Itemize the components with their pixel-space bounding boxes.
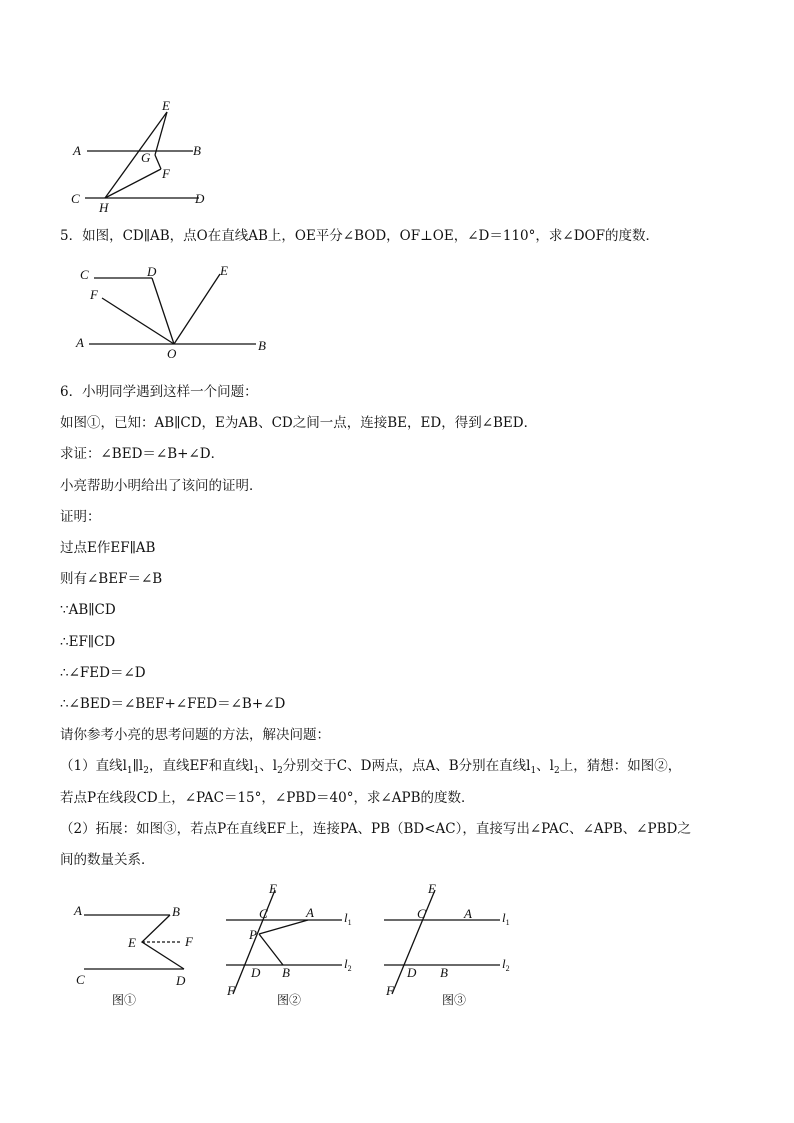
label-F: F bbox=[90, 287, 98, 302]
label-E: E bbox=[269, 882, 277, 896]
label-C: C bbox=[71, 191, 80, 206]
label-A: A bbox=[306, 905, 314, 920]
q6-line-4: 证明： bbox=[60, 509, 101, 525]
q6-part1-line2: 若点P在线段CD上，∠PAC＝15°，∠PBD＝40°，求∠APB的度数． bbox=[60, 790, 475, 806]
label-C: C bbox=[259, 906, 268, 921]
label-O: O bbox=[167, 346, 177, 361]
text: 、l bbox=[536, 758, 554, 774]
label-D: D bbox=[195, 191, 205, 206]
label-E: E bbox=[220, 263, 228, 278]
label-B: B bbox=[258, 338, 266, 353]
label-C: C bbox=[80, 267, 89, 282]
label-B: B bbox=[193, 143, 201, 158]
figure-q4 bbox=[65, 98, 225, 218]
label-F: F bbox=[185, 934, 193, 949]
sub: 1 bbox=[126, 766, 133, 776]
q6-line-5: 过点E作EF∥AB bbox=[60, 540, 156, 556]
figure-2 bbox=[220, 882, 370, 1012]
sub: 1 bbox=[347, 918, 352, 927]
l: l bbox=[344, 956, 348, 971]
q6-part1-line1 bbox=[60, 757, 681, 780]
label-A: A bbox=[74, 903, 82, 918]
label-E: E bbox=[128, 935, 136, 950]
text: 分别交于C、D两点，点A、B分别在直线l bbox=[282, 758, 531, 774]
label-E: E bbox=[162, 98, 170, 113]
figure-1 bbox=[68, 897, 208, 1012]
text: ∥l bbox=[132, 758, 144, 774]
figure-3 bbox=[378, 882, 528, 1012]
caption: 图③ bbox=[442, 993, 467, 1007]
q6-line-9: ∴∠FED＝∠D bbox=[60, 665, 146, 681]
label-D: D bbox=[147, 264, 157, 279]
text: （1）直线l bbox=[60, 758, 127, 774]
label-F: F bbox=[386, 983, 394, 998]
text: 、l bbox=[259, 758, 278, 774]
q6-line-2: 求证：∠BED＝∠B+∠D． bbox=[60, 446, 225, 462]
sub: 1 bbox=[253, 766, 260, 776]
sub: 2 bbox=[347, 964, 352, 973]
label-l1 bbox=[502, 910, 510, 927]
label-C: C bbox=[76, 972, 85, 987]
text: ，直线EF和直线l bbox=[148, 758, 254, 774]
label-F: F bbox=[162, 166, 170, 181]
q6-line-0: 6．小明同学遇到这样一个问题： bbox=[60, 384, 258, 400]
text: 上，猜想：如图②， bbox=[559, 758, 682, 774]
label-G: G bbox=[141, 150, 151, 165]
label-l1 bbox=[344, 910, 352, 927]
q6-line-6: 则有∠BEF＝∠B bbox=[60, 571, 163, 587]
label-D: D bbox=[176, 973, 186, 988]
q6-line-3: 小亮帮助小明给出了该问的证明． bbox=[60, 478, 263, 494]
label-l2 bbox=[344, 956, 352, 973]
label-H: H bbox=[99, 200, 109, 215]
label-B: B bbox=[440, 965, 448, 980]
figure-q5 bbox=[70, 260, 280, 365]
q6-part2-line2: 间的数量关系． bbox=[60, 852, 155, 868]
q5-text: 5．如图，CD∥AB，点O在直线AB上，OE平分∠BOD，OF⊥OE，∠D＝110°，求∠DOF的度数． bbox=[60, 228, 659, 244]
sub: 2 bbox=[505, 964, 510, 973]
l: l bbox=[344, 910, 348, 925]
label-F: F bbox=[227, 983, 235, 998]
q6-part2-line1: （2）拓展：如图③，若点P在直线EF上，连接PA、PB（BD<AC），直接写出∠PAC、∠APB、∠PBD之 bbox=[60, 821, 691, 837]
sub: 2 bbox=[277, 766, 283, 776]
label-A: A bbox=[73, 143, 81, 158]
caption: 图② bbox=[277, 993, 302, 1007]
q6-line-7: ∵AB∥CD bbox=[60, 602, 116, 618]
q6-line-10: ∴∠BED＝∠BEF+∠FED＝∠B+∠D bbox=[60, 696, 286, 712]
q6-line-11: 请你参考小亮的思考问题的方法，解决问题： bbox=[60, 727, 330, 743]
label-C: C bbox=[417, 906, 426, 921]
sub: 2 bbox=[143, 766, 149, 776]
q6-line-1: 如图①，已知：AB∥CD，E为AB、CD之间一点，连接BE，ED，得到∠BED． bbox=[60, 415, 538, 431]
label-A: A bbox=[76, 335, 84, 350]
label-E: E bbox=[428, 882, 436, 896]
label-D: D bbox=[251, 965, 261, 980]
label-B: B bbox=[282, 965, 290, 980]
sub: 1 bbox=[530, 766, 537, 776]
l: l bbox=[502, 910, 506, 925]
label-P: P bbox=[249, 927, 257, 942]
l: l bbox=[502, 956, 506, 971]
label-B: B bbox=[172, 904, 180, 919]
label-A: A bbox=[464, 906, 472, 921]
sub: 2 bbox=[554, 766, 560, 776]
q6-line-8: ∴EF∥CD bbox=[60, 634, 116, 650]
caption: 图① bbox=[112, 993, 137, 1007]
sub: 1 bbox=[505, 918, 510, 927]
label-l2 bbox=[502, 956, 510, 973]
label-D: D bbox=[407, 965, 417, 980]
